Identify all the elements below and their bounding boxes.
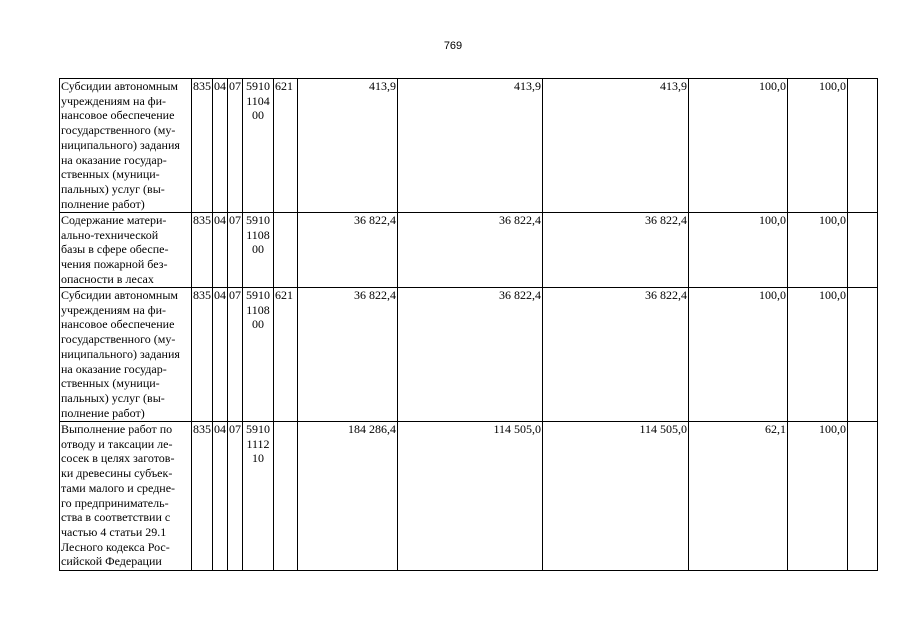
pct2-cell: 100,0: [788, 213, 848, 288]
vr-code-cell: 621: [274, 79, 298, 213]
sum3-cell: 36 822,4: [543, 213, 689, 288]
row-name-cell: Субсидии автономным учреждениям на фи- нансовое обеспечение государственного (му- ниципального) задания на оказание государ- ственных (муници- пальных) услуг (вы- полнение работ): [60, 79, 192, 213]
extra-cell: [848, 288, 878, 422]
pr-code-cell: 07: [228, 79, 243, 213]
table-row: [60, 288, 878, 422]
csr-code-cell: 5910 1104 00: [243, 79, 274, 213]
sum3-cell: 413,9: [543, 79, 689, 213]
sum2-cell: 114 505,0: [398, 422, 543, 571]
csr-code-cell: 5910 1108 00: [243, 213, 274, 288]
rz-code-cell: 04: [213, 422, 228, 571]
pct1-cell: 62,1: [689, 422, 788, 571]
pr-code-cell: 07: [228, 213, 243, 288]
page-number: 769: [443, 40, 463, 52]
rz-code-cell: 04: [213, 288, 228, 422]
row-name-cell: Выполнение работ по отводу и таксации ле- сосек в целях заготов- ки древесины субъек- тами малого и средне- го предприниматель- ства в соответствии с частью 4 статьи 29.1 Лесного кодекса Рос- сийской Федерации: [60, 422, 192, 571]
sum2-cell: 36 822,4: [398, 213, 543, 288]
vr-code-cell: 621: [274, 288, 298, 422]
vr-code-cell: [274, 213, 298, 288]
pct1-cell: 100,0: [689, 288, 788, 422]
table-row: [60, 79, 878, 213]
csr-code-cell: 5910 1112 10: [243, 422, 274, 571]
sum1-cell: 184 286,4: [298, 422, 398, 571]
gr-code-cell: 835: [192, 79, 213, 213]
pr-code-cell: 07: [228, 288, 243, 422]
rz-code-cell: 04: [213, 213, 228, 288]
gr-code-cell: 835: [192, 422, 213, 571]
sum3-cell: 36 822,4: [543, 288, 689, 422]
sum1-cell: 36 822,4: [298, 213, 398, 288]
vr-code-cell: [274, 422, 298, 571]
table-row: [60, 213, 878, 288]
pct2-cell: 100,0: [788, 79, 848, 213]
sum1-cell: 36 822,4: [298, 288, 398, 422]
rz-code-cell: 04: [213, 79, 228, 213]
budget-table: [59, 78, 878, 571]
table-row: [60, 422, 878, 571]
gr-code-cell: 835: [192, 213, 213, 288]
extra-cell: [848, 79, 878, 213]
csr-code-cell: 5910 1108 00: [243, 288, 274, 422]
gr-code-cell: 835: [192, 288, 213, 422]
extra-cell: [848, 422, 878, 571]
row-name-cell: Субсидии автономным учреждениям на фи- нансовое обеспечение государственного (му- ниципального) задания на оказание государ- ственных (муници- пальных) услуг (вы- полнение работ): [60, 288, 192, 422]
extra-cell: [848, 213, 878, 288]
pr-code-cell: 07: [228, 422, 243, 571]
sum2-cell: 36 822,4: [398, 288, 543, 422]
sum2-cell: 413,9: [398, 79, 543, 213]
pct2-cell: 100,0: [788, 422, 848, 571]
pct1-cell: 100,0: [689, 79, 788, 213]
sum3-cell: 114 505,0: [543, 422, 689, 571]
pct1-cell: 100,0: [689, 213, 788, 288]
row-name-cell: Содержание матери- ально-технической базы в сфере обеспе- чения пожарной без- опасности в лесах: [60, 213, 192, 288]
pct2-cell: 100,0: [788, 288, 848, 422]
sum1-cell: 413,9: [298, 79, 398, 213]
